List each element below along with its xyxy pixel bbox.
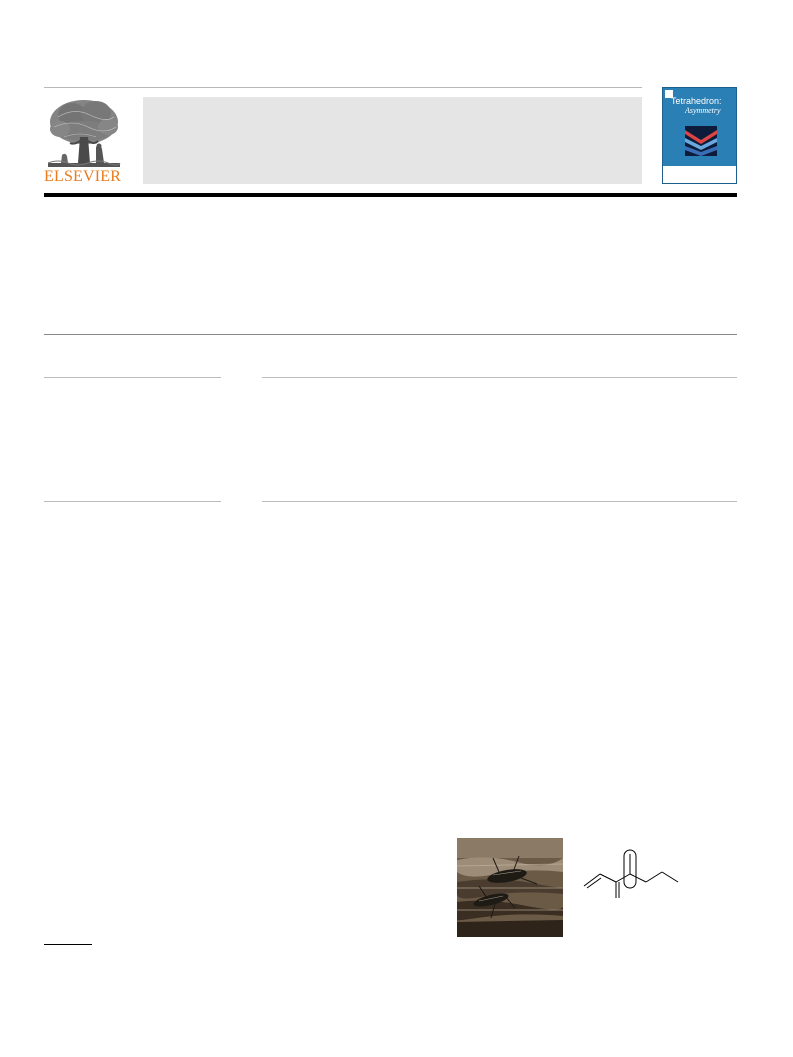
publisher-logo-text: ELSEVIER	[44, 168, 122, 185]
article-info-top-rule	[44, 377, 221, 378]
abstract-bottom-rule	[262, 501, 737, 502]
header-thick-rule	[44, 193, 737, 197]
journal-banner	[143, 97, 642, 184]
cover-subtitle: Asymmetry	[685, 106, 721, 115]
abstract-top-rule	[262, 377, 737, 378]
footnote-rule	[44, 944, 92, 945]
cover-artwork-icon	[685, 126, 717, 156]
cover-title: Tetrahedron:	[671, 96, 722, 106]
cover-footer	[663, 166, 736, 183]
journal-cover-thumbnail	[662, 87, 737, 184]
title-separator-rule	[44, 334, 737, 335]
header-top-rule	[44, 87, 642, 88]
chemical-structure-icon	[578, 842, 690, 902]
insect-photo-icon	[457, 838, 563, 937]
article-info-bottom-rule	[44, 501, 221, 502]
